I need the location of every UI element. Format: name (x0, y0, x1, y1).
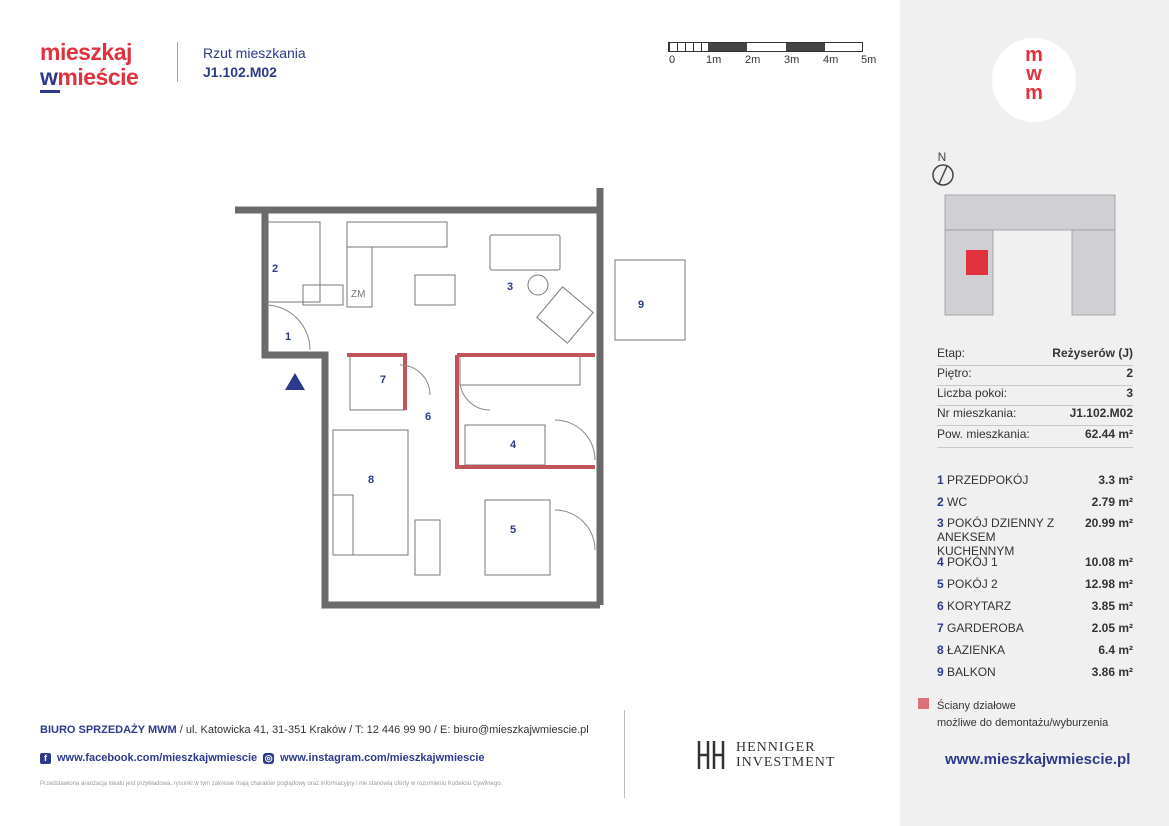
info-label: Liczba pokoi: (937, 386, 1008, 400)
social-links (40, 752, 485, 764)
room-num: 1 (937, 473, 944, 487)
brand-line2: mieście (57, 64, 139, 90)
info-value: Reżyserów (J) (1052, 346, 1133, 360)
room-num: 6 (937, 599, 944, 613)
compass-icon (930, 162, 956, 188)
info-row-floor (937, 366, 1133, 386)
info-value: 3 (1126, 386, 1133, 400)
legend-line2: możliwe do demontażu/wyburzenia (937, 717, 1109, 729)
compass-label: N (937, 150, 947, 164)
room-area: 6.4 m² (1098, 643, 1133, 657)
info-value: 62.44 m² (1084, 427, 1133, 441)
room-num: 9 (937, 665, 944, 679)
plan-room-4: 4 (510, 439, 517, 451)
room-name: KORYTARZ (947, 599, 1012, 613)
plan-room-6: 6 (425, 411, 432, 423)
room-name: POKÓJ DZIENNY Z ANEKSEM KUCHENNYM (937, 516, 1055, 558)
room-name: GARDEROBA (947, 621, 1024, 635)
investor-name (736, 740, 835, 770)
info-label: Piętro: (937, 366, 972, 380)
room-name: POKÓJ 2 (947, 577, 998, 591)
scale-label-3: 3m (784, 54, 800, 66)
room-row-7 (937, 621, 1133, 635)
room-row-1 (937, 473, 1133, 487)
room-area: 3.3 m² (1098, 473, 1133, 487)
plan-room-7: 7 (380, 374, 387, 386)
header-divider (177, 42, 178, 82)
room-area: 10.08 m² (1084, 555, 1133, 569)
investor-logo-icon (695, 739, 727, 771)
scale-label-5: 5m (861, 54, 877, 66)
info-label: Etap: (937, 346, 966, 360)
instagram-icon: ◎ (264, 752, 273, 763)
legend-line1: Ściany działowe (937, 700, 1016, 712)
apartment-id: J1.102.M02 (203, 64, 277, 80)
facebook-link[interactable]: www.facebook.com/mieszkajwmiescie (57, 752, 258, 764)
plan-room-3: 3 (507, 281, 514, 293)
room-name: WC (947, 495, 968, 509)
investor-line2: INVESTMENT (736, 755, 836, 770)
room-num: 3 (937, 516, 944, 530)
facebook-icon: f (40, 753, 51, 764)
room-num: 7 (937, 621, 944, 635)
brand-underline (40, 90, 60, 93)
floor-plan (225, 180, 695, 610)
room-row-9 (937, 665, 1133, 679)
brand-w: w (40, 64, 58, 90)
info-row-number (937, 406, 1133, 426)
instagram-link[interactable]: www.instagram.com/mieszkajwmiescie (280, 752, 485, 764)
room-area: 3.86 m² (1091, 665, 1133, 679)
scale-label-1: 1m (706, 54, 722, 66)
scale-label-4: 4m (823, 54, 839, 66)
room-name: ŁAZIENKA (947, 643, 1006, 657)
room-row-4 (937, 555, 1133, 569)
header-subtitle: Rzut mieszkania (203, 45, 306, 61)
office-details: / ul. Katowicka 41, 31-351 Kraków / T: 12 446 99 90 / E: biuro@mieszkajwmiescie.pl (176, 724, 589, 736)
plan-room-5: 5 (510, 524, 517, 536)
info-value: J1.102.M02 (1069, 406, 1133, 420)
legend-swatch (918, 698, 929, 709)
room-area: 2.05 m² (1091, 621, 1133, 635)
brand-line1: mieszkaj (40, 39, 132, 65)
disclaimer: Przedstawiona aranżacja lokalu jest przykładowa, rysunki w tym zakresie mają charakter poglądowy oraz informacyjny i nie stanowią oferty w rozumieniu Kodeksu Cywilnego. (40, 781, 503, 787)
info-row-rooms (937, 386, 1133, 406)
room-area: 3.85 m² (1091, 599, 1133, 613)
room-name: POKÓJ 1 (947, 555, 998, 569)
logo-mark-icon: m w m (1025, 44, 1043, 104)
brand-logo[interactable] (40, 40, 138, 90)
info-label: Pow. mieszkania: (937, 427, 1030, 441)
room-area: 12.98 m² (1084, 577, 1133, 591)
plan-room-2: 2 (272, 263, 279, 275)
room-num: 2 (937, 495, 944, 509)
scale-bar (668, 42, 863, 52)
scale-label-2: 2m (745, 54, 761, 66)
room-name: BALKON (947, 665, 996, 679)
divider (937, 425, 1133, 426)
office-label: BIURO SPRZEDAŻY MWM (40, 724, 177, 736)
room-row-3 (937, 516, 1133, 558)
room-row-5 (937, 577, 1133, 591)
room-num: 4 (937, 555, 944, 569)
info-row-area (937, 427, 1133, 447)
room-area: 2.79 m² (1091, 495, 1133, 509)
room-num: 8 (937, 643, 944, 657)
office-info (40, 724, 589, 736)
info-value: 2 (1126, 366, 1133, 380)
room-area: 20.99 m² (1084, 516, 1133, 530)
room-row-8 (937, 643, 1133, 657)
info-row-stage (937, 346, 1133, 366)
investor-line1: HENNIGER (736, 740, 816, 755)
info-label: Nr mieszkania: (937, 406, 1017, 420)
room-name: PRZEDPOKÓJ (947, 473, 1029, 487)
room-num: 5 (937, 577, 944, 591)
scale-label-0: 0 (669, 54, 676, 66)
building-key-plan (940, 190, 1120, 320)
plan-room-1: 1 (285, 331, 292, 343)
divider (937, 447, 1133, 448)
legend-text (937, 698, 1108, 732)
website-link[interactable]: www.mieszkajwmiescie.pl (945, 751, 1131, 768)
fridge-label: ZM (351, 289, 366, 300)
plan-room-9: 9 (638, 299, 645, 311)
room-row-2 (937, 495, 1133, 509)
footer-divider (624, 710, 625, 798)
room-row-6 (937, 599, 1133, 613)
plan-room-8: 8 (368, 474, 375, 486)
